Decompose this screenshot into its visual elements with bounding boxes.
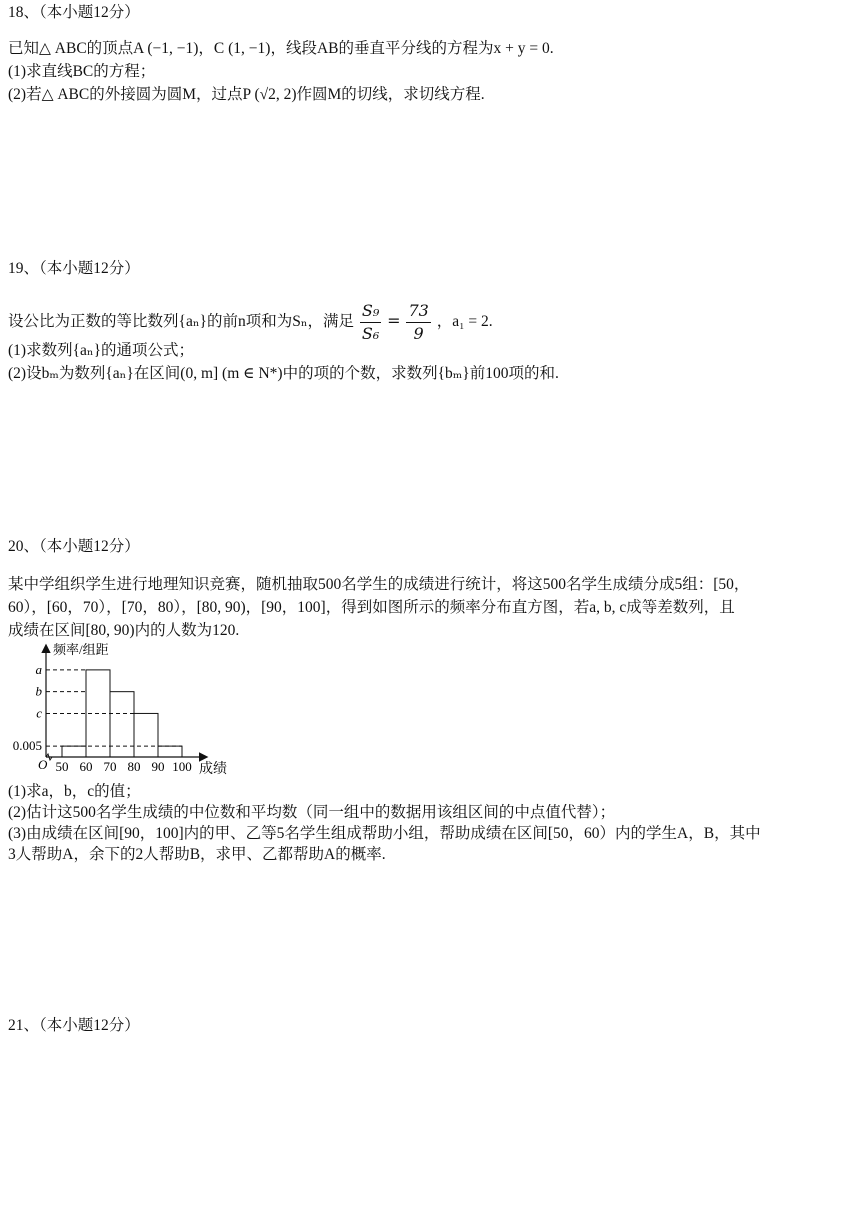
q20-part3-line1: (3)由成绩在区间[90，100]内的甲、乙等5名学生组成帮助小组，帮助成绩在区间[50，60）内的学生A，B，其中 <box>8 825 761 842</box>
q19-part1: (1)求数列{aₙ}的通项公式； <box>8 342 195 359</box>
fraction-denominator: S₆ <box>361 323 380 343</box>
q18-stem: 已知△ ABC的顶点A (−1, −1)，C (1, −1)，线段AB的垂直平分线的方程为x + y = 0. <box>8 40 554 57</box>
q18-part1: (1)求直线BC的方程； <box>8 63 156 80</box>
q19-stem-pre: 设公比为正数的等比数列{aₙ}的前n项和为Sₙ，满足 <box>8 313 355 330</box>
histogram-bar <box>134 713 158 757</box>
fraction-numerator: 73 <box>406 300 430 323</box>
x-tick-label: 50 <box>55 759 69 774</box>
q20-stem-line2: 60），[60，70），[70，80），[80, 90)，[90，100]，得到如图所示的频率分布直方图，若a, b, c成等差数列，且 <box>8 599 735 616</box>
frequency-histogram <box>0 640 250 780</box>
histogram-bar <box>158 746 182 757</box>
fraction-numerator: S₉ <box>360 300 381 323</box>
q20-part1: (1)求a，b，c的值； <box>8 783 141 800</box>
q20-stem-line3: 成绩在区间[80, 90)内的人数为120. <box>8 622 240 639</box>
q19-fraction-73-9 <box>406 300 430 345</box>
equals-sign: = <box>387 311 401 330</box>
x-tick-label: 70 <box>103 759 117 774</box>
x-tick-label: 80 <box>127 759 141 774</box>
y-tick-label: c <box>36 705 42 721</box>
origin-label: O <box>38 757 48 772</box>
x-tick-label: 100 <box>172 759 192 774</box>
fraction-denominator: 9 <box>413 323 424 343</box>
q19-stem <box>8 298 493 345</box>
q20-stem-line1: 某中学组织学生进行地理知识竞赛，随机抽取500名学生的成绩进行统计，将这500名学生成绩分成5组：[50， <box>8 576 750 593</box>
y-tick-label: a <box>35 661 42 677</box>
q21-header: 21、（本小题12分） <box>8 1017 140 1034</box>
histogram-bar <box>62 746 86 757</box>
q19-fraction-s9-s6 <box>360 300 381 345</box>
histogram-bar <box>110 692 134 757</box>
y-tick-label: b <box>35 683 42 699</box>
x-tick-label: 90 <box>151 759 165 774</box>
q19-header: 19、（本小题12分） <box>8 260 140 277</box>
x-axis-title: 成绩 <box>199 762 227 777</box>
q18-header: 18、（本小题12分） <box>8 4 140 21</box>
y-axis-title: 频率/组距 <box>53 642 109 657</box>
q18-part2: (2)若△ ABC的外接圆为圆M，过点P (√2, 2)作圆M的切线，求切线方程. <box>8 86 485 103</box>
q19-part2: (2)设bₘ为数列{aₙ}在区间(0, m] (m ∈ N*)中的项的个数，求数列{bₘ}前100项的和. <box>8 365 559 382</box>
q20-part3-line2: 3人帮助A，余下的2人帮助B，求甲、乙都帮助A的概率. <box>8 846 386 863</box>
q20-part2: (2)估计这500名学生成绩的中位数和平均数（同一组中的数据用该组区间的中点值代替）； <box>8 804 616 821</box>
x-tick-label: 60 <box>79 759 93 774</box>
y-tick-label: 0.005 <box>12 738 42 754</box>
q19-stem-post: ，a₁ = 2. <box>436 313 493 330</box>
q20-header: 20、（本小题12分） <box>8 538 140 555</box>
